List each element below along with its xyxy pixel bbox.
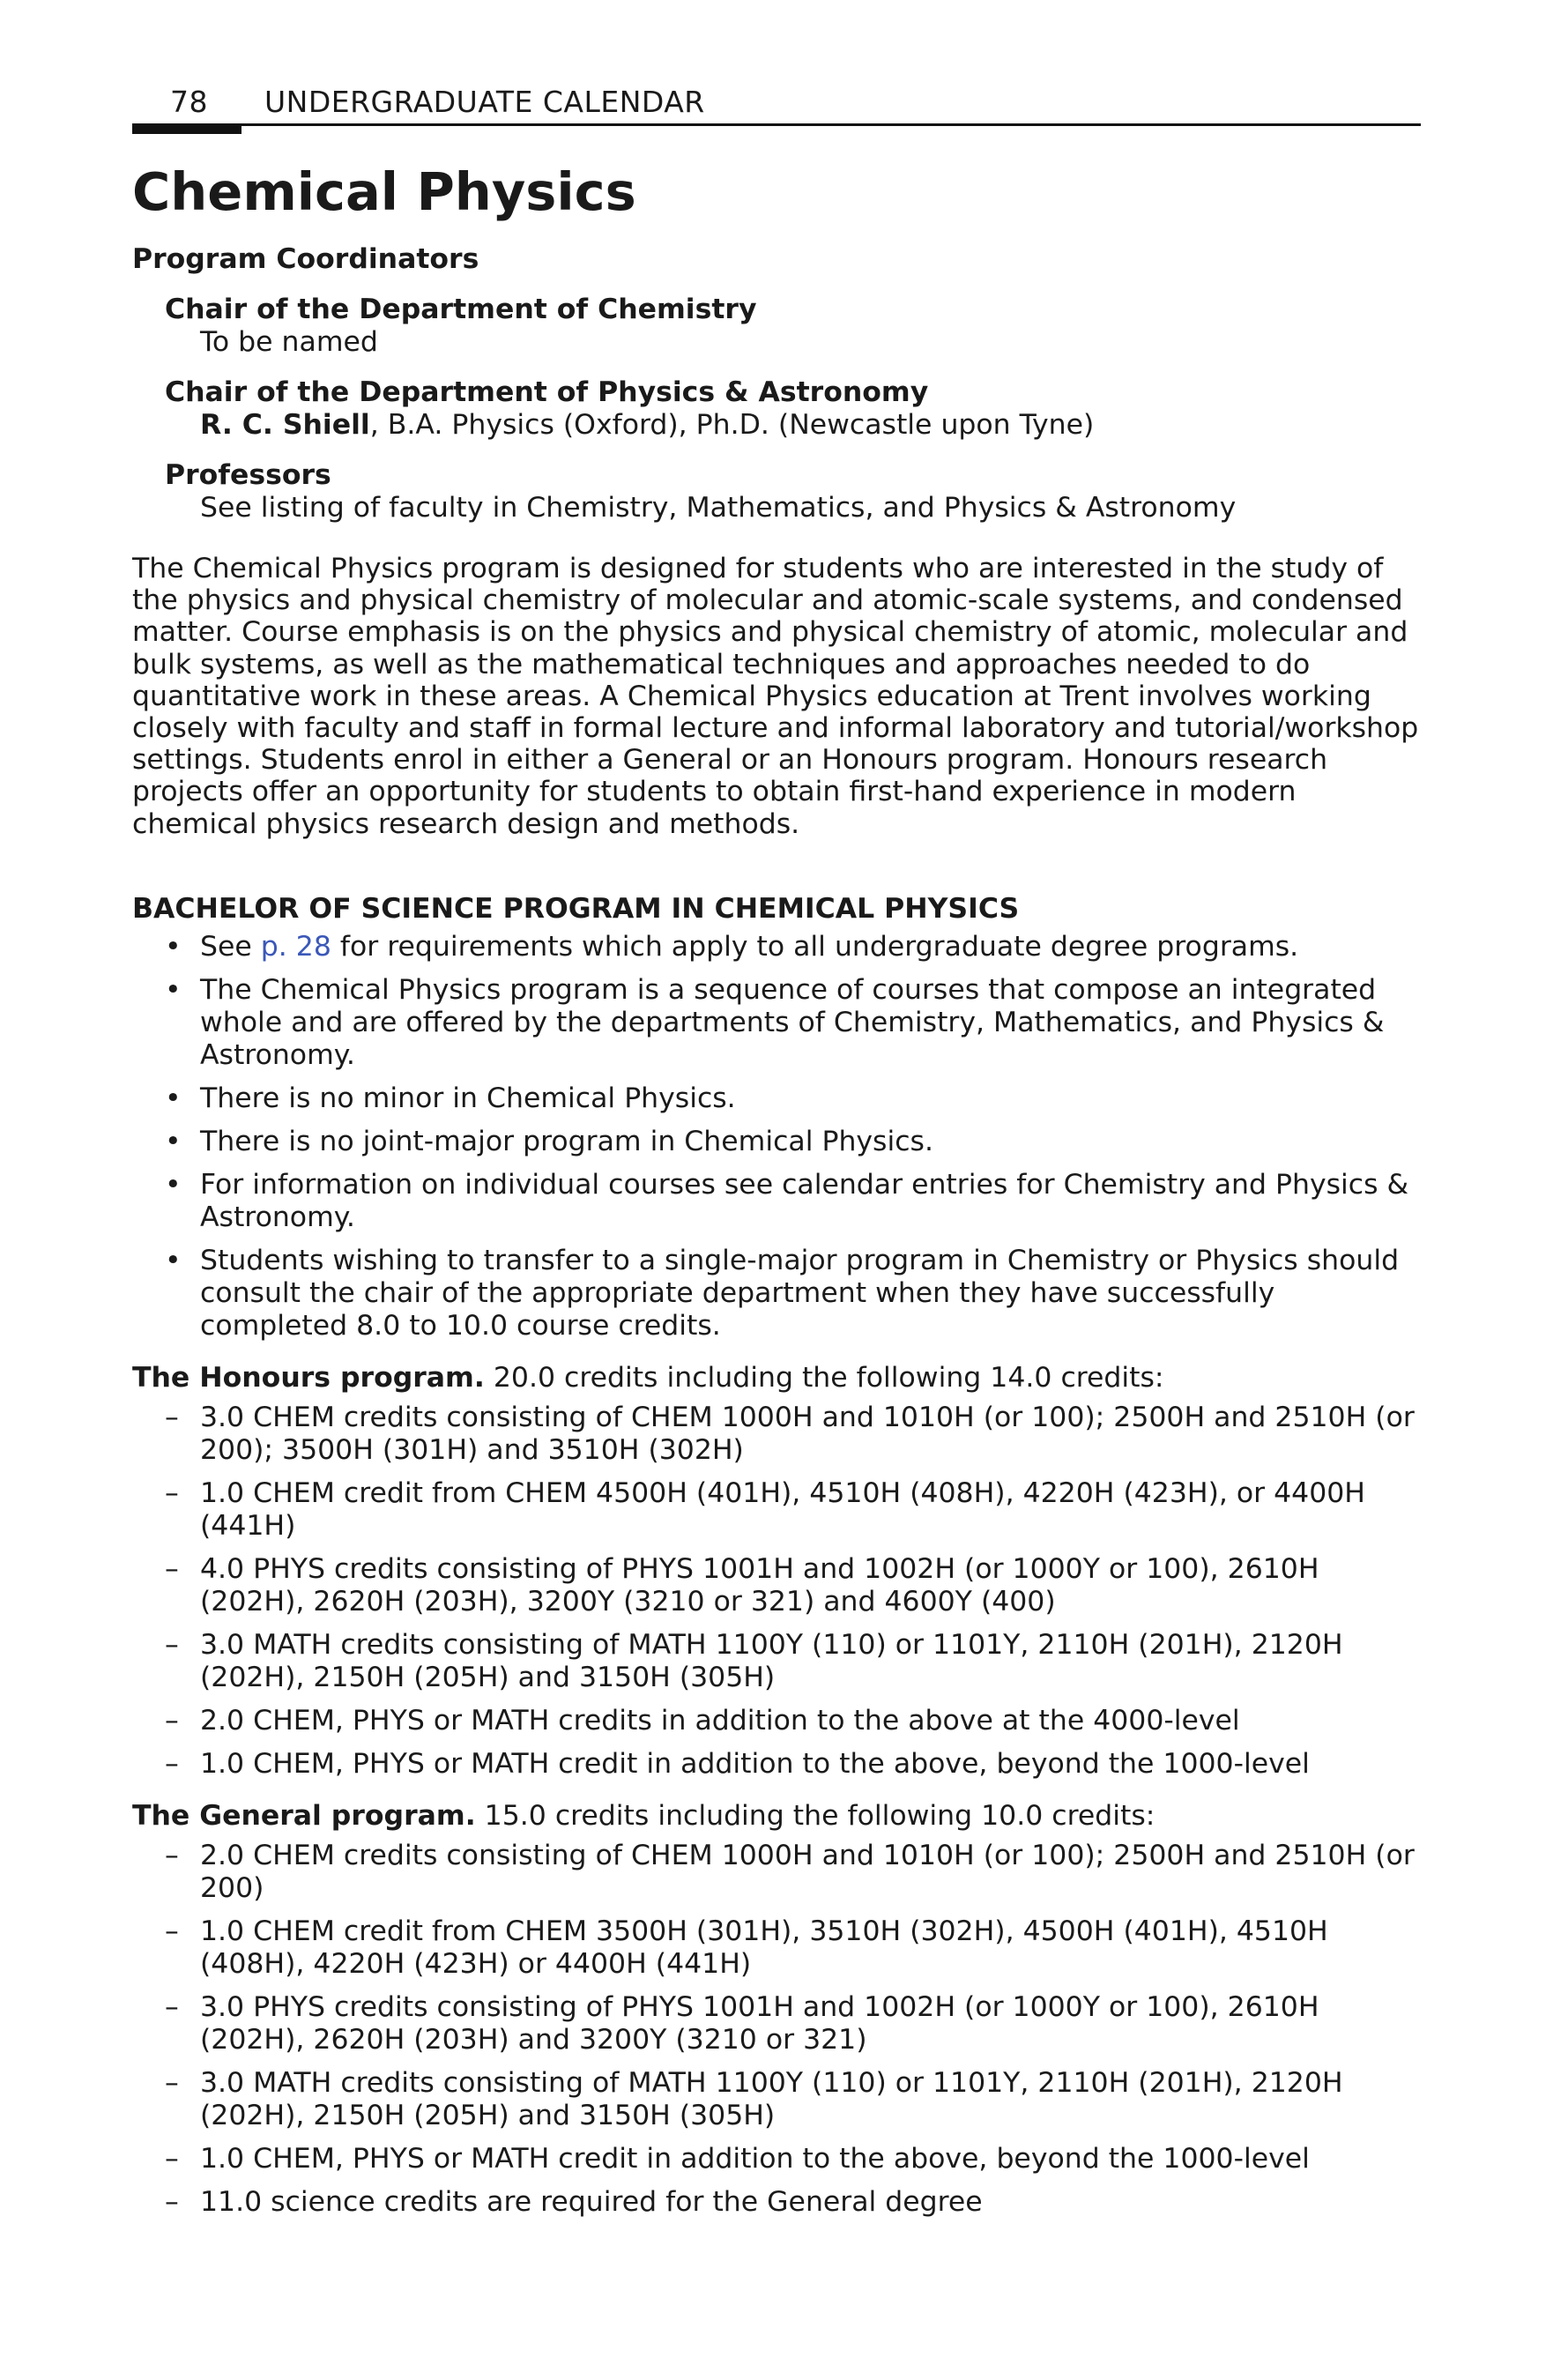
page-content: [132, 152, 1421, 2238]
list-item: [132, 1748, 1421, 1781]
bsc-heading: BACHELOR OF SCIENCE PROGRAM IN CHEMICAL PHYSICS: [132, 892, 1020, 925]
general-text: 15.0 credits including the following 10.0 credits:: [475, 1799, 1155, 1832]
list-item: [132, 2143, 1421, 2175]
bullet-text: There is no joint-major program in Chemical Physics.: [200, 1125, 933, 1157]
list-item: [132, 1477, 1421, 1543]
requirement-text: 11.0 science credits are required for the General degree: [200, 2185, 983, 2218]
dash-marker: –: [165, 1915, 179, 1947]
dash-marker: –: [165, 1704, 179, 1737]
bullet-text: Students wishing to transfer to a single-major program in Chemistry or Physics should consult the chair of the appropriate department when they have successfully completed 8.0 to 10.0 course credits.: [200, 1244, 1400, 1342]
dash-marker: –: [165, 1401, 179, 1433]
list-item: [132, 2067, 1421, 2132]
honours-label: The Honours program.: [132, 1361, 485, 1394]
requirement-text: 3.0 CHEM credits consisting of CHEM 1000H and 1010H (or 100); 2500H and 2510H (or 200); 3500H (301H) and 3510H (302H): [200, 1401, 1415, 1466]
list-item: [132, 1629, 1421, 1694]
header-rule: [132, 123, 1421, 126]
list-item: [132, 974, 1421, 1072]
list-item: [132, 1991, 1421, 2056]
coordinator-physics: [132, 376, 1421, 442]
list-item: [132, 1840, 1421, 1905]
page-link[interactable]: p. 28: [260, 930, 331, 963]
list-item: [132, 1126, 1421, 1158]
page-number: 78: [170, 85, 208, 119]
list-item: [132, 1705, 1421, 1737]
role-title: Chair of the Department of Chemistry: [165, 294, 757, 325]
coordinator-professors: [132, 459, 1421, 524]
requirement-text: 4.0 PHYS credits consisting of PHYS 1001H and 1002H (or 1000Y or 100), 2610H (202H), 2620H (203H), 3200Y (3210 or 321) and 4600Y (400): [200, 1552, 1319, 1618]
requirement-text: 1.0 CHEM credit from CHEM 4500H (401H), 4510H (408H), 4220H (423H), or 4400H (441H): [200, 1476, 1365, 1542]
general-heading: [132, 1800, 1421, 1833]
general-label: The General program.: [132, 1799, 476, 1832]
bullet-marker: •: [165, 973, 182, 1006]
role-detail: To be named: [200, 326, 378, 358]
intro-paragraph: The Chemical Physics program is designed for students who are interested in the study of the physics and physical chemistry of molecular and atomic-scale systems, and condensed matter. Course emphasis is on the physics and physical chemistry of atomic, molecular and bulk systems, as well as the mathematical techniques and approaches needed to do quantitative work in these areas. A Chemical Physics education at Trent involves working closely with faculty and staff in formal lecture and informal laboratory and tutorial/workshop settings. Students enrol in either a General or an Honours program. Honours research projects offer an opportunity for students to obtain first-hand experience in modern chemical physics research design and methods.: [132, 553, 1419, 840]
bullet-marker: •: [165, 1168, 182, 1201]
honours-text: 20.0 credits including the following 14.0 credits:: [484, 1361, 1164, 1394]
page-title: Chemical Physics: [132, 161, 636, 222]
dash-marker: –: [165, 2066, 179, 2099]
person-name: R. C. Shiell: [200, 409, 370, 441]
list-item: [132, 931, 1421, 963]
bullet-text: For information on individual courses see calendar entries for Chemistry and Physics & Astronomy.: [200, 1168, 1409, 1233]
requirement-text: 3.0 PHYS credits consisting of PHYS 1001H and 1002H (or 1000Y or 100), 2610H (202H), 2620H (203H) and 3200Y (3210 or 321): [200, 1990, 1319, 2056]
requirement-text: 1.0 CHEM credit from CHEM 3500H (301H), 3510H (302H), 4500H (401H), 4510H (408H), 4220H (423H) or 4400H (441H): [200, 1915, 1328, 1980]
bullet-text: The Chemical Physics program is a sequence of courses that compose an integrated whole and are offered by the departments of Chemistry, Mathematics, and Physics & Astronomy.: [200, 973, 1385, 1071]
list-item: [132, 1402, 1421, 1467]
list-item: [132, 1169, 1421, 1234]
list-item: [132, 2186, 1421, 2219]
role-title: Chair of the Department of Physics & Astronomy: [165, 376, 929, 408]
bsc-bullet-list: [132, 931, 1421, 1342]
header-bar: [132, 124, 241, 134]
bullet-marker: •: [165, 1082, 182, 1114]
requirement-text: 2.0 CHEM, PHYS or MATH credits in addition to the above at the 4000-level: [200, 1704, 1240, 1737]
dash-marker: –: [165, 1552, 179, 1585]
running-title: UNDERGRADUATE CALENDAR: [264, 85, 705, 119]
role-detail: [200, 409, 1421, 442]
list-item: [132, 1915, 1421, 1981]
list-item: [132, 1082, 1421, 1115]
dash-marker: –: [165, 1476, 179, 1509]
person-credentials: , B.A. Physics (Oxford), Ph.D. (Newcastle upon Tyne): [369, 409, 1095, 441]
general-list: [132, 1840, 1421, 2219]
bullet-suffix: for requirements which apply to all undergraduate degree programs.: [331, 930, 1299, 963]
coordinators-heading: Program Coordinators: [132, 243, 479, 275]
dash-marker: –: [165, 1747, 179, 1780]
list-item: [132, 1553, 1421, 1618]
requirement-text: 3.0 MATH credits consisting of MATH 1100Y (110) or 1101Y, 2110H (201H), 2120H (202H), 2150H (205H) and 3150H (305H): [200, 2066, 1343, 2131]
running-header: [132, 81, 1421, 123]
honours-heading: [132, 1362, 1421, 1395]
role-title: Professors: [165, 459, 331, 491]
dash-marker: –: [165, 2185, 179, 2218]
honours-list: [132, 1402, 1421, 1781]
bullet-prefix: See: [200, 930, 261, 963]
requirement-text: 1.0 CHEM, PHYS or MATH credit in addition to the above, beyond the 1000-level: [200, 1747, 1310, 1780]
dash-marker: –: [165, 1990, 179, 2023]
dash-marker: –: [165, 2142, 179, 2175]
coordinator-chemistry: [132, 294, 1421, 359]
requirement-text: 2.0 CHEM credits consisting of CHEM 1000H and 1010H (or 100); 2500H and 2510H (or 200): [200, 1839, 1415, 1904]
dash-marker: –: [165, 1628, 179, 1661]
list-item: [132, 1245, 1421, 1342]
dash-marker: –: [165, 1839, 179, 1871]
requirement-text: 1.0 CHEM, PHYS or MATH credit in addition to the above, beyond the 1000-level: [200, 2142, 1310, 2175]
bullet-marker: •: [165, 930, 182, 963]
requirement-text: 3.0 MATH credits consisting of MATH 1100Y (110) or 1101Y, 2110H (201H), 2120H (202H), 2150H (205H) and 3150H (305H): [200, 1628, 1343, 1693]
bullet-marker: •: [165, 1244, 182, 1276]
bullet-text: There is no minor in Chemical Physics.: [200, 1082, 736, 1114]
role-detail: See listing of faculty in Chemistry, Mathematics, and Physics & Astronomy: [200, 492, 1237, 524]
bullet-marker: •: [165, 1125, 182, 1157]
